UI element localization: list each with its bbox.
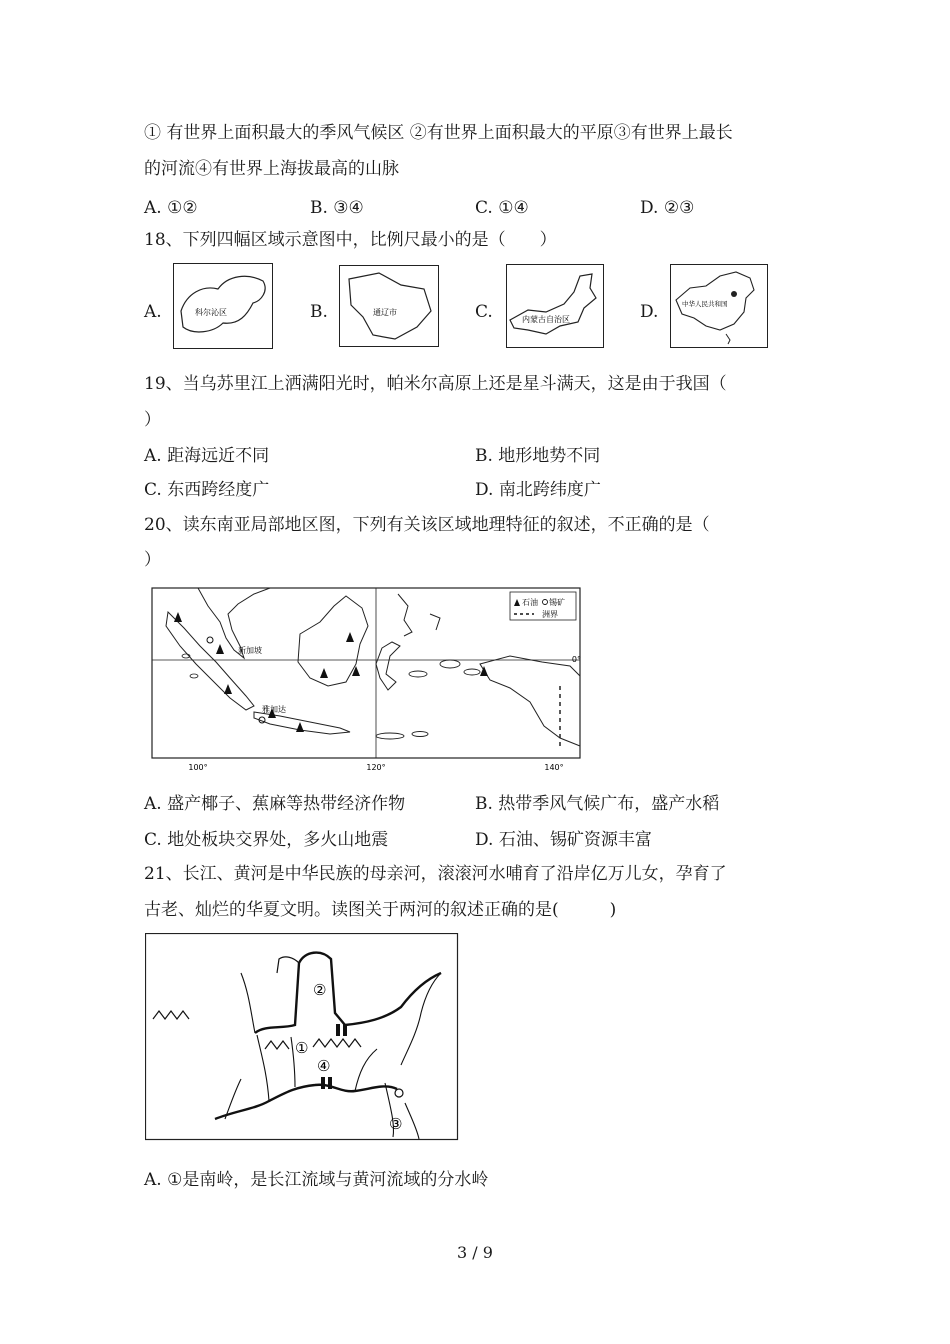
q19-option-c: C. 东西跨经度广: [144, 480, 270, 500]
map-label-jakarta: 雅加达: [262, 705, 286, 714]
q18-option-c: C.: [475, 302, 493, 322]
q19-option-a: A. 距海远近不同: [144, 446, 270, 466]
q18-stem: 18、下列四幅区域示意图中，比例尺最小的是（ ）: [144, 230, 557, 250]
q18-map-a: [173, 263, 273, 349]
legend-oil: 石油: [522, 598, 538, 607]
q20-option-b: B. 热带季风气候广布，盛产水稻: [475, 794, 720, 814]
legend-tin: 锡矿: [549, 598, 565, 607]
q18-map-a-label: 科尔沁区: [195, 308, 227, 317]
q17-option-b: B. ③④: [310, 198, 364, 218]
q17-line-2: 的河流④有世界上海拔最高的山脉: [144, 159, 399, 179]
q19-option-d: D. 南北跨纬度广: [475, 480, 601, 500]
q19-line-1: 19、当乌苏里江上洒满阳光时，帕米尔高原上还是星斗满天，这是由于我国（: [144, 374, 727, 394]
q18-map-d-label: 中华人民共和国: [682, 300, 728, 308]
lon-label-140: 140°: [544, 763, 564, 772]
map-mark-3: ③: [389, 1115, 403, 1133]
q21-line-2: 古老、灿烂的华夏文明。读图关于两河的叙述正确的是( ): [144, 900, 617, 920]
q18-map-c-label: 内蒙古自治区: [522, 315, 570, 324]
q17-option-d: D. ②③: [640, 198, 695, 218]
q18-option-d: D.: [640, 302, 659, 322]
page-number: 3 / 9: [457, 1243, 493, 1262]
q20-line-2: ）: [144, 550, 161, 570]
q20-option-c: C. 地处板块交界处，多火山地震: [144, 830, 389, 850]
q17-option-a: A. ①②: [144, 198, 198, 218]
q18-map-b: [339, 265, 439, 347]
q21-line-1: 21、长江、黄河是中华民族的母亲河，滚滚河水哺育了沿岸亿万儿女，孕育了: [144, 864, 727, 884]
q17-option-c: C. ①④: [475, 198, 529, 218]
q21-option-a: A. ①是南岭，是长江流域与黄河流域的分水岭: [144, 1170, 489, 1190]
lon-label-100: 100°: [188, 763, 208, 772]
q20-option-a: A. 盛产椰子、蕉麻等热带经济作物: [144, 794, 406, 814]
map-mark-4: ④: [317, 1057, 331, 1075]
lat-zero-label: 0°: [571, 655, 581, 664]
rivers-map: [145, 933, 459, 1141]
map-label-singapore: 新加坡: [238, 646, 262, 655]
q18-map-c: [506, 264, 604, 348]
q19-line-2: ）: [144, 410, 161, 430]
map-mark-2: ②: [313, 981, 327, 999]
legend-boundary: 洲界: [542, 610, 558, 619]
q20-option-d: D. 石油、锡矿资源丰富: [475, 830, 652, 850]
q19-option-b: B. 地形地势不同: [475, 446, 601, 466]
lon-label-120: 120°: [366, 763, 386, 772]
q17-line-1: ① 有世界上面积最大的季风气候区 ②有世界上面积最大的平原③有世界上最长: [144, 123, 733, 143]
q18-map-b-label: 通辽市: [373, 308, 397, 317]
q20-line-1: 20、读东南亚局部地区图，下列有关该区域地理特征的叙述，不正确的是（: [144, 515, 710, 535]
q18-option-b: B.: [310, 302, 328, 322]
q18-option-a: A.: [144, 302, 162, 322]
map-mark-1: ①: [295, 1039, 309, 1057]
q18-map-d: [670, 264, 768, 348]
southeast-asia-map: [150, 586, 582, 774]
